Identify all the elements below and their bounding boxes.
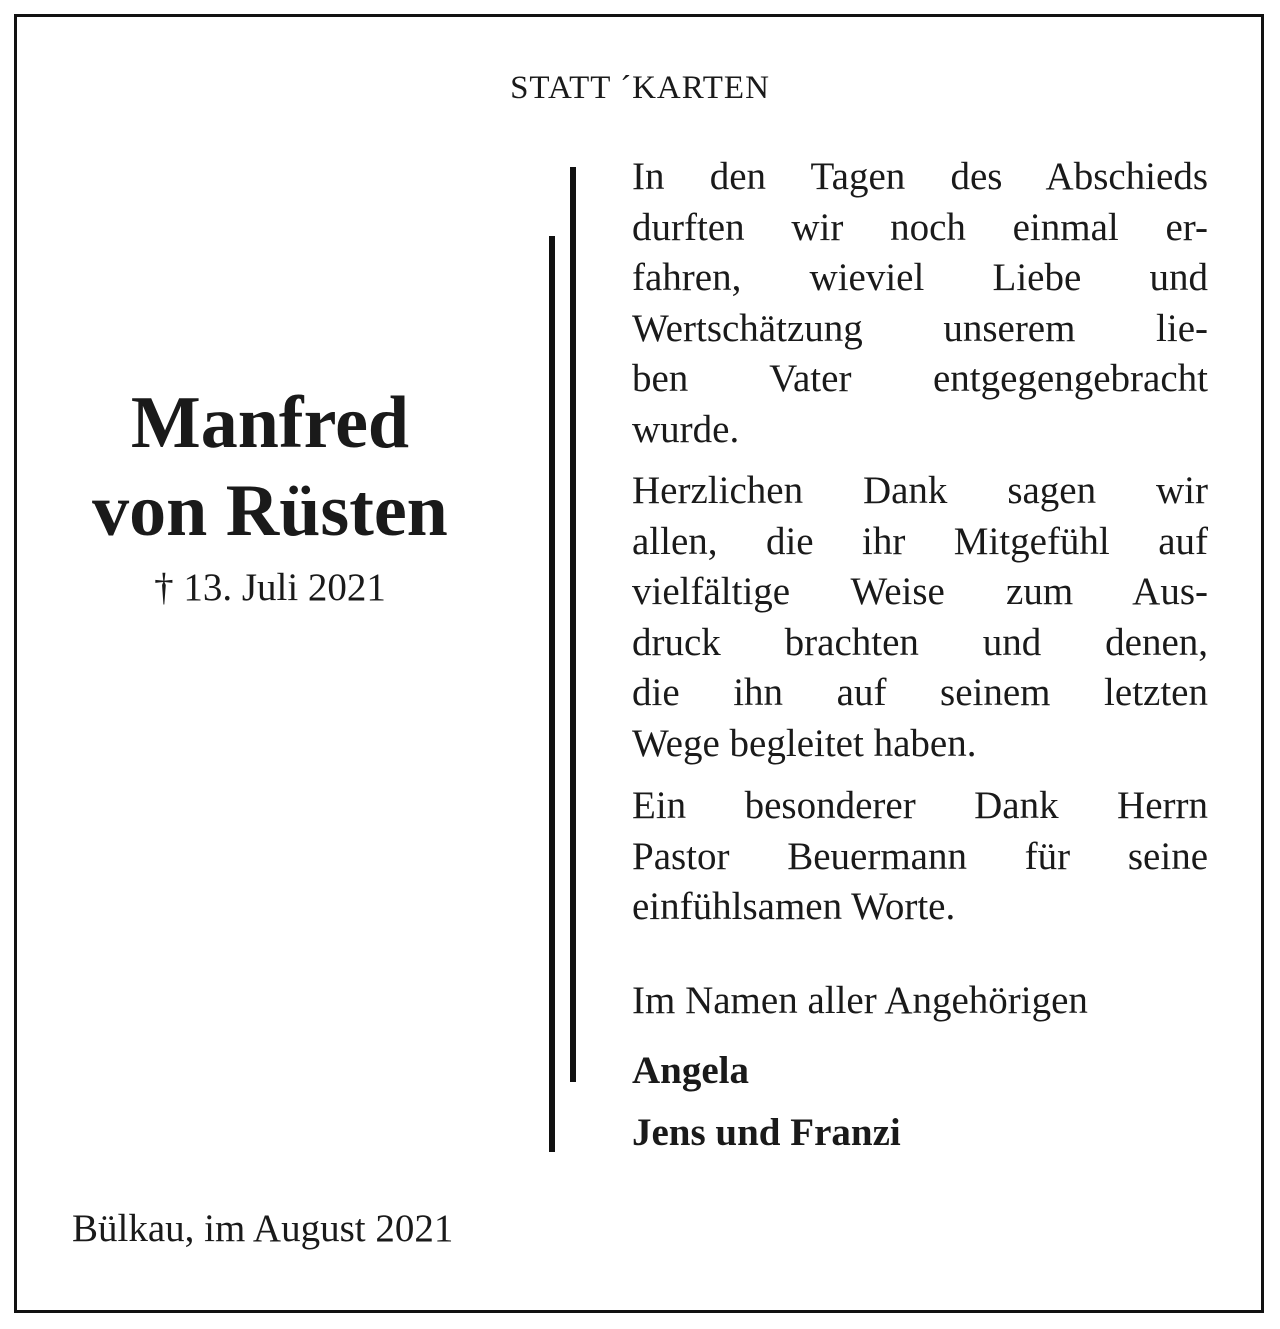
deceased-name-line2: von Rüsten bbox=[92, 470, 448, 552]
signature-name-1: Angela bbox=[632, 1049, 749, 1092]
text-line: allen, die ihr Mitgefühl auf bbox=[632, 519, 1208, 563]
text-line: durften wir noch einmal er- bbox=[632, 205, 1208, 249]
text-line: ben Vater entgegengebracht bbox=[632, 357, 1208, 400]
place-date: Bülkau, im August 2021 bbox=[72, 1207, 454, 1250]
text-line: Ein besonderer Dank Herrn bbox=[632, 784, 1208, 827]
signature-closing: Im Namen aller Angehörigen bbox=[632, 979, 1088, 1022]
text-line: Wege begleitet haben. bbox=[632, 721, 977, 765]
text-line: In den Tagen des Abschieds bbox=[632, 155, 1208, 198]
text-line: druck brachten und denen, bbox=[632, 620, 1208, 664]
text-line: Herzlichen Dank sagen wir bbox=[632, 469, 1208, 512]
deceased-name-line1: Manfred bbox=[130, 382, 410, 464]
paragraph-3 bbox=[632, 781, 1208, 933]
signature-name-2: Jens und Franzi bbox=[632, 1111, 901, 1154]
text-line: wurde. bbox=[632, 407, 740, 451]
header: STATT ´KARTEN bbox=[510, 70, 770, 106]
text-line: die ihn auf seinem letzten bbox=[632, 671, 1208, 714]
vertical-rule-left bbox=[549, 236, 555, 1152]
paragraph-1 bbox=[632, 152, 1208, 455]
vertical-rule-right bbox=[570, 167, 576, 1082]
text-line: einfühlsamen Worte. bbox=[632, 885, 956, 928]
death-date: † 13. Juli 2021 bbox=[154, 566, 386, 609]
text-line: fahren, wieviel Liebe und bbox=[632, 256, 1208, 299]
text-line: Pastor Beuermann für seine bbox=[632, 834, 1208, 878]
text-line: Wertschätzung unserem lie- bbox=[632, 306, 1208, 350]
text-line: vielfältige Weise zum Aus- bbox=[632, 570, 1208, 613]
paragraph-2 bbox=[632, 466, 1208, 769]
